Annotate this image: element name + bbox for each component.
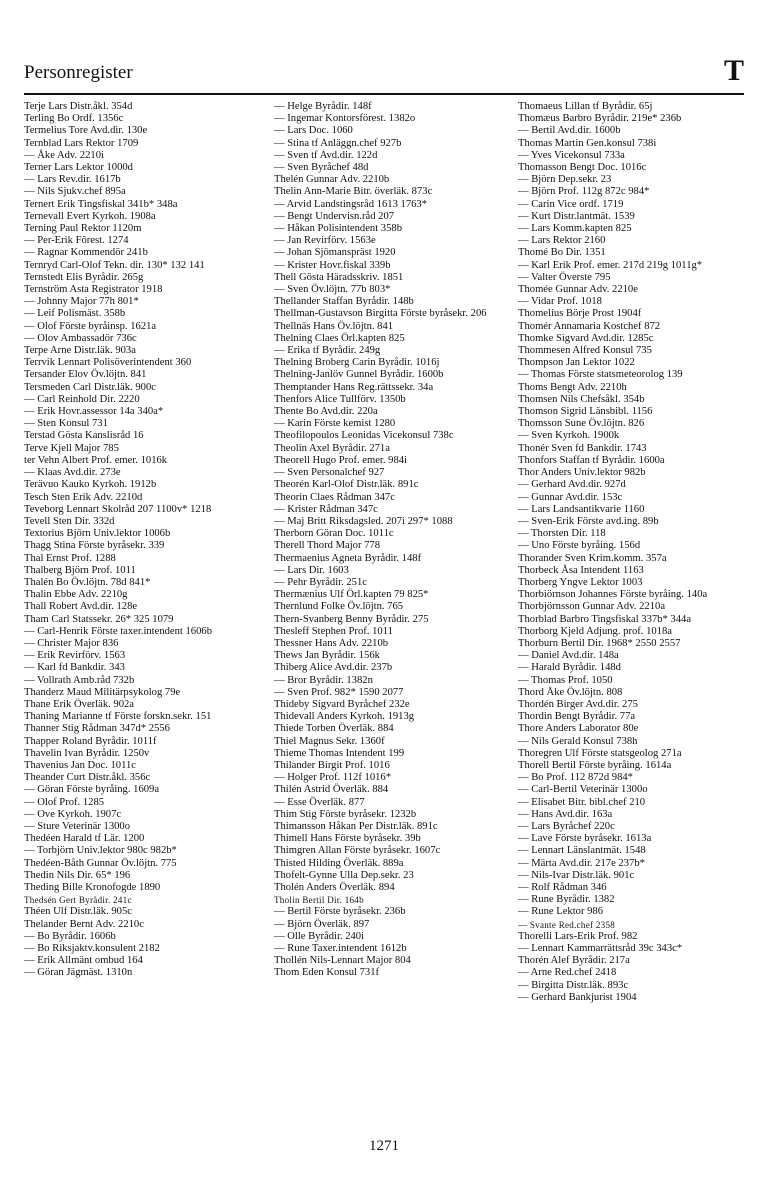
register-entry: Thalén Bo Öv.löjtn. 78d 841*: [24, 576, 151, 588]
register-entry: — Bo Byrådir. 1606b: [24, 930, 116, 942]
register-entry: Tholén Anders Överläk. 894: [274, 882, 395, 893]
register-entry: Thomsson Sune Öv.löjtn. 826: [518, 418, 645, 430]
register-entry: — Thorsten Dir. 118: [518, 528, 606, 540]
register-entry: Thorander Sven Krim.komm. 357a: [518, 552, 667, 564]
register-entry: Thilén Astrid Överläk. 884: [274, 784, 389, 796]
register-entry: — Rune Byrådir. 1382: [518, 894, 615, 906]
register-entry: — Håkan Polisintendent 358b: [274, 223, 402, 235]
register-entry: Thordén Birger Avd.dir. 275: [518, 698, 638, 710]
register-entry: — Krister Rådman 347c: [274, 503, 378, 515]
register-entry: Thomas Martin Gen.konsul 738i: [518, 137, 657, 149]
register-entry: Thell Gösta Häradsskriv. 1851: [274, 271, 404, 283]
register-entry: Thalin Ebbe Adv. 2210g: [24, 589, 128, 601]
register-entry: Thorborg Kjeld Adjung. prof. 1018a: [518, 625, 672, 637]
register-entry: Thimansson Håkan Per Distr.läk. 891c: [274, 820, 438, 832]
register-entry: Thorbjörnsson Gunnar Adv. 2210a: [518, 601, 666, 613]
register-entry: Thideby Sigvard Byråchef 232e: [274, 698, 410, 710]
register-entry: Theolin Axel Byrådir. 271a: [274, 442, 390, 454]
register-entry: Tevell Sten Dir. 332d: [24, 515, 115, 527]
register-entry: — Lars Byråchef 220c: [518, 820, 615, 832]
register-entry: Thommesen Alfred Konsul 735: [518, 345, 652, 357]
register-entry: Thompson Jan Lektor 1022: [518, 357, 635, 369]
register-entry: Thilander Birgit Prof. 1016: [274, 759, 390, 771]
register-entry: Thenfors Alice Tullförv. 1350b: [274, 393, 406, 405]
register-entry: — Leif Polismäst. 358b: [24, 308, 126, 320]
register-entry: — Sven Kyrkoh. 1900k: [518, 430, 620, 442]
register-entry: Thente Bo Avd.dir. 220a: [274, 406, 378, 418]
register-entry: — Nils-Ivar Distr.läk. 901c: [518, 869, 635, 881]
register-entry: — Johan Sjömanspräst 1920: [274, 247, 396, 259]
register-entry: Therborn Göran Doc. 1011c: [274, 528, 394, 540]
register-entry: — Sven Byråchef 48d: [274, 162, 369, 174]
register-entry: Themptander Hans Reg.rättssekr. 34a: [274, 381, 434, 393]
register-entry: — Krister Hovr.fiskal 339b: [274, 259, 391, 271]
register-entry: Thelning-Janlöv Gunnel Byrådir. 1600b: [274, 369, 444, 381]
register-entry: Thermaenius Agneta Byrådir. 148f: [274, 552, 422, 564]
register-entry: — Sven Öv.löjtn. 77b 803*: [274, 284, 391, 296]
register-entry: — Pehr Byrådir. 251c: [274, 576, 367, 588]
register-entry: Thom Eden Konsul 731f: [274, 967, 380, 979]
register-entry: Thanderz Maud Militärpsykolog 79e: [24, 686, 181, 698]
register-column-3: [518, 101, 754, 1004]
register-entry: — Erik Revirförv. 1563: [24, 650, 126, 662]
register-entry: — Lars Doc. 1060: [274, 125, 353, 137]
register-entry: Thalberg Björn Prof. 1011: [24, 564, 136, 576]
register-entry: — Sture Veterinär 1300o: [24, 820, 131, 832]
register-entry: Thisted Hilding Överläk. 889a: [274, 857, 404, 869]
register-title: Personregister: [24, 62, 133, 83]
register-entry: — Erika tf Byrådir. 249g: [274, 345, 381, 357]
register-entry: Terve Kjell Major 785: [24, 442, 119, 454]
register-entry: Thomæus Barbro Byrådir. 219e* 236b: [518, 113, 682, 125]
register-entry: Thorén Alef Byrådir. 217a: [518, 955, 630, 967]
register-entry: — Bror Byrådir. 1382n: [274, 674, 373, 686]
register-entry: Thorbiörnson Johannes Förste byråing. 140a: [518, 589, 708, 601]
register-entry: Thedsén Gert Byrådir. 241c: [24, 895, 132, 906]
register-entry: — Olov Ambassadör 736c: [24, 332, 137, 344]
register-entry: Thane Erik Överläk. 902a: [24, 698, 135, 710]
register-entry: — Gunnar Avd.dir. 153c: [518, 491, 623, 503]
register-entry: — Bo Riksjaktv.konsulent 2182: [24, 943, 160, 955]
register-entry: — Björn Överläk. 897: [274, 918, 370, 930]
register-entry: — Sven Personalchef 927: [274, 467, 385, 479]
register-entry: Theofilopoulos Leonidas Vicekonsul 738c: [274, 430, 454, 442]
register-entry: Ternström Asta Registrator 1918: [24, 284, 163, 296]
register-entry: Terje Lars Distr.åkl. 354d: [24, 101, 133, 112]
register-entry: — Vidar Prof. 1018: [518, 296, 602, 308]
register-entry: Theorell Hugo Prof. emer. 984i: [274, 454, 407, 466]
register-column-2: [274, 101, 516, 980]
register-entry: Teveborg Lennart Skolråd 207 1100v* 1218: [24, 503, 212, 515]
register-entry: Thimell Hans Förste byråsekr. 39b: [274, 833, 421, 845]
register-entry: Theding Bille Kronofogde 1890: [24, 882, 161, 893]
register-entry: Thollén Nils-Lennart Major 804: [274, 955, 411, 967]
register-entry: Thomsen Nils Chefsåkl. 354b: [518, 393, 645, 405]
register-entry: — Thomas Prof. 1050: [518, 674, 613, 686]
register-entry: Thanner Stig Rådman 347d* 2556: [24, 723, 170, 735]
register-entry: ter Vehn Albert Prof. emer. 1016k: [24, 454, 168, 466]
register-entry: — Olle Byrådir. 240i: [274, 930, 365, 942]
register-entry: — Harald Byrådir. 148d: [518, 662, 621, 674]
register-entry: — Ragnar Kommendör 241b: [24, 247, 148, 259]
register-entry: — Per-Erik Förest. 1274: [24, 235, 129, 247]
register-entry: — Erik Hovr.assessor 14a 340a*: [24, 406, 164, 418]
register-entry: — Åke Adv. 2210i: [24, 149, 104, 161]
register-entry: Thedéen Harald tf Lär. 1200: [24, 833, 145, 845]
register-entry: — Lars Landsantikvarie 1160: [518, 503, 645, 515]
register-entry: Thelén Gunnar Adv. 2210b: [274, 174, 390, 186]
register-entry: — Klaas Avd.dir. 273e: [24, 467, 121, 479]
register-entry: — Jan Revirförv. 1563e: [274, 235, 376, 247]
register-entry: — Björn Dep.sekr. 23: [518, 174, 612, 186]
register-entry: Terrvik Lennart Polisöverintendent 360: [24, 357, 192, 369]
register-entry: Thessner Hans Adv. 2210b: [274, 637, 389, 649]
register-entry: Tesch Sten Erik Adv. 2210d: [24, 491, 143, 503]
register-entry: Thaning Marianne tf Förste forskn.sekr. 151: [24, 711, 212, 723]
register-entry: — Arvid Landstingsråd 1613 1763*: [274, 198, 428, 210]
register-entry: — Esse Överläk. 877: [274, 796, 365, 808]
register-entry: Thorberg Yngve Lektor 1003: [518, 576, 643, 588]
register-columns: [24, 101, 754, 1136]
register-entry: Thordin Bengt Byrådir. 77a: [518, 711, 636, 723]
register-entry: Thomelius Börje Prost 1904f: [518, 308, 642, 320]
register-entry: Thomasson Bengt Doc. 1016c: [518, 162, 647, 174]
register-entry: Thelning Claes Örl.kapten 825: [274, 332, 405, 344]
register-entry: — Birgitta Distr.läk. 893c: [518, 979, 629, 991]
register-entry: — Stina tf Anläggn.chef 927b: [274, 137, 402, 149]
register-entry: — Sten Konsul 731: [24, 418, 108, 430]
register-entry: Thimgren Allan Förste byråsekr. 1607c: [274, 845, 441, 857]
register-entry: — Arne Red.chef 2418: [518, 967, 617, 979]
register-entry: — Thomas Förste statsmeteorolog 139: [518, 369, 683, 381]
register-entry: — Elisabet Bitr. bibl.chef 210: [518, 796, 646, 808]
register-entry: Thedéen-Båth Gunnar Öv.löjtn. 775: [24, 857, 177, 869]
register-entry: — Valter Överste 795: [518, 271, 611, 283]
register-entry: Thor Anders Univ.lektor 982b: [518, 467, 646, 479]
register-entry: — Carin Vice ordf. 1719: [518, 198, 624, 210]
register-entry: Terling Bo Ordf. 1356c: [24, 113, 124, 125]
register-entry: — Nils Gerald Konsul 738h: [518, 735, 638, 747]
register-entry: Thavelin Ivan Byrådir. 1250v: [24, 747, 150, 759]
register-entry: Textorius Björn Univ.lektor 1006b: [24, 528, 171, 540]
register-entry: Thelning Broberg Carin Byrådir. 1016j: [274, 357, 440, 369]
register-entry: Thall Robert Avd.dir. 128e: [24, 601, 138, 613]
register-entry: — Helge Byrådir. 148f: [274, 101, 372, 112]
register-entry: Thellman-Gustavson Birgitta Förste byråsekr. 206: [274, 308, 487, 320]
register-entry: Tersander Elov Öv.löjtn. 841: [24, 369, 147, 381]
register-entry: — Johnny Major 77h 801*: [24, 296, 139, 308]
register-entry: Thedin Nils Dir. 65* 196: [24, 869, 131, 881]
register-entry: Thorell Bertil Förste byråing. 1614a: [518, 759, 672, 771]
register-entry: — Hans Avd.dir. 163a: [518, 808, 613, 820]
register-entry: Thomé Bo Dir. 1351: [518, 247, 606, 259]
register-entry: Thews Jan Byrådir. 156k: [274, 650, 380, 662]
register-entry: Thiede Torben Överläk. 884: [274, 723, 394, 735]
register-entry: Thidevall Anders Kyrkoh. 1913g: [274, 711, 415, 723]
register-entry: Tham Carl Statssekr. 26* 325 1079: [24, 613, 174, 625]
register-entry: Thomson Sigrid Länsbibl. 1156: [518, 406, 653, 418]
register-entry: — Karin Förste kemist 1280: [274, 418, 396, 430]
register-entry: — Carl Reinhold Dir. 2220: [24, 393, 140, 405]
register-entry: — Ingemar Kontorsförest. 1382o: [274, 113, 416, 125]
register-entry: Ternevall Evert Kyrkoh. 1908a: [24, 210, 156, 222]
register-entry: Thorblad Barbro Tingsfiskal 337b* 344a: [518, 613, 692, 625]
register-column-1: [24, 101, 266, 980]
register-entry: Terner Lars Lektor 1000d: [24, 162, 133, 174]
header-rule: [24, 93, 744, 95]
register-entry: Thavenius Jan Doc. 1011c: [24, 759, 136, 771]
register-entry: — Gerhard Avd.dir. 927d: [518, 479, 626, 491]
register-entry: Terpe Arne Distr.läk. 903a: [24, 345, 136, 357]
register-entry: — Sven tf Avd.dir. 122d: [274, 149, 378, 161]
register-entry: — Rolf Rådman 346: [518, 882, 607, 893]
register-entry: — Sven Prof. 982* 1590 2077: [274, 686, 404, 698]
register-entry: Thermænius Ulf Örl.kapten 79 825*: [274, 589, 429, 601]
register-entry: Thonér Sven fd Bankdir. 1743: [518, 442, 647, 454]
register-entry: — Bo Prof. 112 872d 984*: [518, 772, 633, 784]
register-entry: Thieme Thomas Intendent 199: [274, 747, 405, 759]
register-entry: Thomaeus Lillan tf Byrådir. 65j: [518, 101, 653, 112]
register-entry: Termelius Tore Avd.dir. 130e: [24, 125, 148, 137]
register-entry: Thesleff Stephen Prof. 1011: [274, 625, 393, 637]
register-entry: — Rune Taxer.intendent 1612b: [274, 943, 407, 955]
register-entry: — Maj Britt Riksdagsled. 207i 297* 1088: [274, 515, 453, 527]
register-entry: — Lars Komm.kapten 825: [518, 223, 632, 235]
register-entry: — Kurt Distr.lantmät. 1539: [518, 210, 635, 222]
register-entry: — Olof Förste byråinsp. 1621a: [24, 320, 157, 332]
register-entry: — Göran Jägmäst. 1310n: [24, 967, 133, 979]
register-entry: — Lars Rektor 2160: [518, 235, 606, 247]
register-entry: — Olof Prof. 1285: [24, 796, 105, 808]
register-entry: Thore Anders Laborator 80e: [518, 723, 639, 735]
register-entry: Thomée Gunnar Adv. 2210e: [518, 284, 638, 296]
register-entry: — Carl-Bertil Veterinär 1300o: [518, 784, 648, 796]
register-entry: Theander Curt Distr.åkl. 356c: [24, 772, 151, 784]
register-entry: Thelander Bernt Adv. 2210c: [24, 918, 144, 930]
register-entry: Terning Paul Rektor 1120m: [24, 223, 142, 235]
register-entry: — Torbjörn Univ.lektor 980c 982b*: [24, 845, 177, 857]
register-entry: — Bertil Avd.dir. 1600b: [518, 125, 621, 137]
register-entry: — Daniel Avd.dir. 148a: [518, 650, 619, 662]
register-entry: Therell Thord Major 778: [274, 540, 381, 552]
section-letter: T: [723, 54, 744, 87]
register-entry: — Bertil Förste byråsekr. 236b: [274, 906, 406, 918]
register-entry: Thoregren Ulf Förste statsgeolog 271a: [518, 747, 682, 759]
register-entry: — Lennart Länslantmät. 1548: [518, 845, 646, 857]
register-entry: Théen Ulf Distr.läk. 905c: [24, 906, 132, 918]
register-entry: Thonfors Staffan tf Byrådir. 1600a: [518, 454, 665, 466]
register-entry: — Märta Avd.dir. 217e 237b*: [518, 857, 645, 869]
register-entry: Terstad Gösta Kanslisråd 16: [24, 430, 144, 442]
register-entry: — Rune Lektor 986: [518, 906, 604, 918]
register-entry: Thoms Bengt Adv. 2210h: [518, 381, 627, 393]
register-entry: Thernlund Folke Öv.löjtn. 765: [274, 601, 404, 613]
register-entry: Terävuo Kauko Kyrkoh. 1912b: [24, 479, 157, 491]
register-entry: Thomke Sigvard Avd.dir. 1285c: [518, 332, 654, 344]
register-entry: Ternstedt Elis Byrådir. 265g: [24, 271, 144, 283]
register-entry: Tholin Bertil Dir. 164b: [274, 895, 364, 906]
register-entry: — Björn Prof. 112g 872c 984*: [518, 186, 650, 198]
register-entry: — Uno Förste byråing. 156d: [518, 540, 641, 552]
register-entry: — Gerhard Bankjurist 1904: [518, 991, 637, 1003]
register-entry: Thellnäs Hans Öv.löjtn. 841: [274, 320, 394, 332]
page-header: [24, 54, 744, 92]
register-entry: — Lennart Kammarrättsråd 39c 343c*: [518, 943, 683, 955]
register-entry: Thapper Roland Byrådir. 1011f: [24, 735, 157, 747]
register-entry: — Svante Red.chef 2358: [518, 919, 616, 930]
register-entry: Thorbeck Åsa Intendent 1163: [518, 564, 644, 576]
register-entry: Thelin Ann-Marie Bitr. överläk. 873c: [274, 186, 433, 198]
register-entry: Theorén Karl-Olof Distr.läk. 891c: [274, 479, 419, 491]
register-entry: Ternert Erik Tingsfiskal 341b* 348a: [24, 198, 178, 210]
register-entry: Ternryd Carl-Olof Tekn. dir. 130* 132 141: [24, 259, 205, 271]
register-entry: Thiberg Alice Avd.dir. 237b: [274, 662, 393, 674]
register-entry: — Sven-Erik Förste avd.ing. 89b: [518, 515, 659, 527]
register-entry: — Carl-Henrik Förste taxer.intendent 1606b: [24, 625, 212, 637]
register-entry: Theorin Claes Rådman 347c: [274, 491, 395, 503]
register-entry: Tersmeden Carl Distr.läk. 900c: [24, 381, 156, 393]
register-entry: Thiel Magnus Sekr. 1360f: [274, 735, 385, 747]
register-entry: Thorelli Lars-Erik Prof. 982: [518, 930, 638, 942]
register-entry: — Lars Dir. 1603: [274, 564, 349, 576]
register-entry: — Vollrath Amb.råd 732b: [24, 674, 135, 686]
register-entry: — Göran Förste byråing. 1609a: [24, 784, 160, 796]
register-entry: — Holger Prof. 112f 1016*: [274, 772, 392, 784]
register-entry: Thofelt-Gynne Ulla Dep.sekr. 23: [274, 869, 414, 881]
register-entry: — Erik Allmänt ombud 164: [24, 955, 143, 967]
register-entry: — Lars Rev.dir. 1617b: [24, 174, 121, 186]
register-entry: Thim Stig Förste byråsekr. 1232b: [274, 808, 417, 820]
register-entry: Thomér Annamaria Kostchef 872: [518, 320, 661, 332]
register-entry: — Karl fd Bankdir. 343: [24, 662, 125, 674]
register-entry: — Christer Major 836: [24, 637, 119, 649]
register-entry: Thorburn Bertil Dir. 1968* 2550 2557: [518, 637, 681, 649]
register-entry: — Lave Förste byråsekr. 1613a: [518, 833, 652, 845]
register-entry: — Nils Sjukv.chef 895a: [24, 186, 126, 198]
register-entry: — Yves Vicekonsul 733a: [518, 149, 625, 161]
register-entry: Thagg Stina Förste byråsekr. 339: [24, 540, 165, 552]
register-entry: — Karl Erik Prof. emer. 217d 219g 1011g*: [518, 259, 703, 271]
register-entry: Thellander Staffan Byrådir. 148b: [274, 296, 414, 308]
register-entry: Ternblad Lars Rektor 1709: [24, 137, 139, 149]
register-entry: Thal Ernst Prof. 1288: [24, 552, 116, 564]
page-number: 1271: [369, 1138, 399, 1154]
register-entry: Thern-Svanberg Benny Byrådir. 275: [274, 613, 429, 625]
register-entry: — Bengt Undervisn.råd 207: [274, 210, 395, 222]
register-entry: Thord Åke Öv.löjtn. 808: [518, 686, 623, 698]
register-entry: — Ove Kyrkoh. 1907c: [24, 808, 122, 820]
